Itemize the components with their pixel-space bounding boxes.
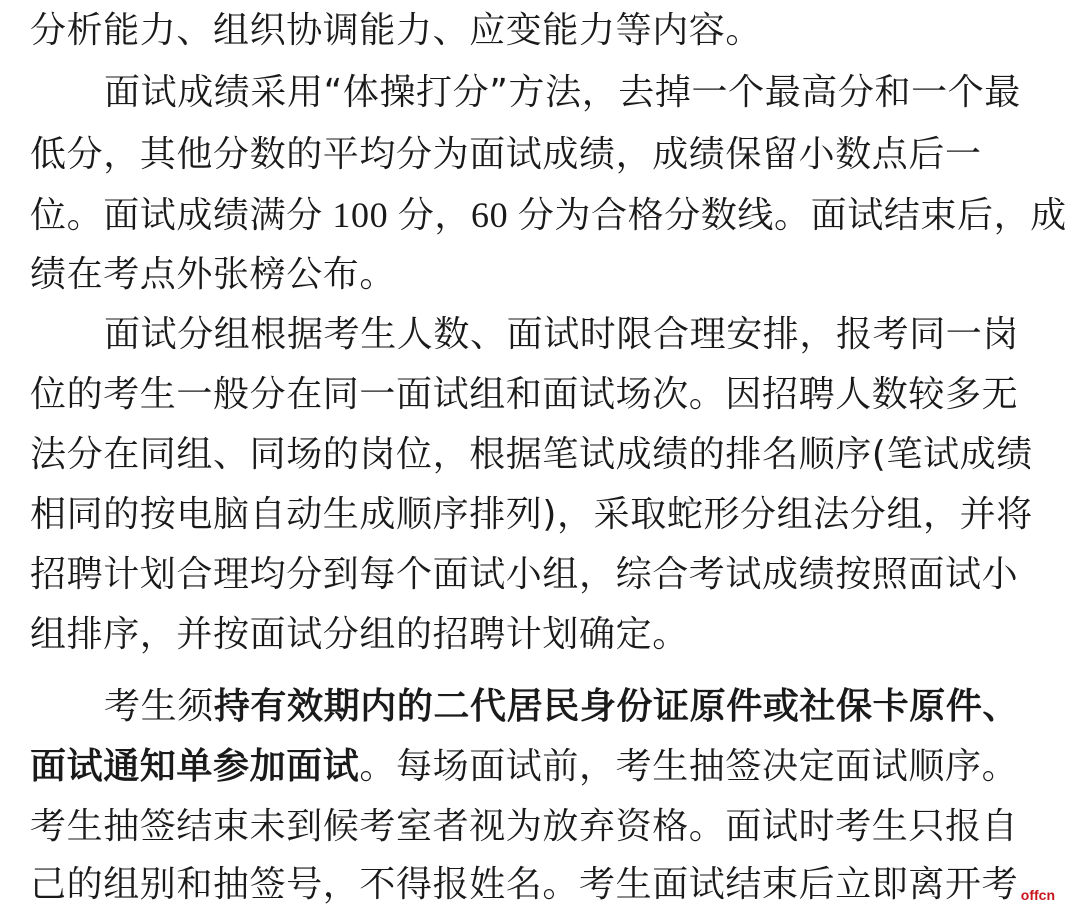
watermark-logo: offcn [1018,886,1058,904]
text-span: 考生须 [104,686,214,727]
paragraph-first-line [104,684,1050,730]
paragraph-first-line [104,70,1050,116]
bold-text: 持有效期内的二代居民身份证原件或社保卡原件、 [213,686,1020,727]
text-line [30,132,1050,178]
text-span: 己的组别和抽签号，不得报姓名。考生面试结束后立即离开考 [30,864,1019,905]
text-span: 低分，其他分数的平均分为面试成绩，成绩保留小数点后一 [30,134,982,175]
text-span: 招聘计划合理均分到每个面试小组，综合考试成绩按照面试小 [30,554,1019,595]
text-span: 分， [397,195,472,236]
text-span: 位的考生一般分在同一面试组和面试场次。因招聘人数较多无 [30,374,1019,415]
text-line [30,492,1050,538]
text-span: 分析能力、组织协调能力、应变能力等内容。 [30,10,763,51]
text-span: 考生抽签结束未到候考室者视为放弃资格。面试时考生只报自 [30,806,1019,847]
text-line [30,862,1050,908]
bold-text: 面试通知单参加面试 [30,746,360,787]
number-span: 100 [322,195,398,235]
text-line [30,552,1050,598]
text-span: 面试成绩采用“体操打分”方法，去掉一个最高分和一个最 [104,72,1021,113]
text-span: 组排序，并按面试分组的招聘计划确定。 [30,614,689,655]
text-line [30,8,1050,54]
text-line [30,744,1050,790]
text-span: 法分在同组、同场的岗位，根据笔试成绩的排名顺序(笔试成绩 [30,434,1033,475]
text-line [30,252,1050,298]
text-line [30,432,1050,478]
text-span: 分为合格分数线。面试结束后，成 [517,195,1067,236]
number-span: 60 [471,195,518,235]
text-line [30,192,1067,238]
text-span: 位。面试成绩满分 [30,195,323,236]
text-span: 。每场面试前，考生抽签决定面试顺序。 [359,746,1019,787]
paragraph-first-line [104,312,1050,358]
text-line [30,804,1050,850]
text-line [30,612,1050,658]
text-span: 相同的按电脑自动生成顺序排列)，采取蛇形分组法分组，并将 [30,494,1033,535]
text-span: 面试分组根据考生人数、面试时限合理安排，报考同一岗 [104,314,1020,355]
text-line [30,372,1050,418]
text-span: 绩在考点外张榜公布。 [30,254,397,295]
